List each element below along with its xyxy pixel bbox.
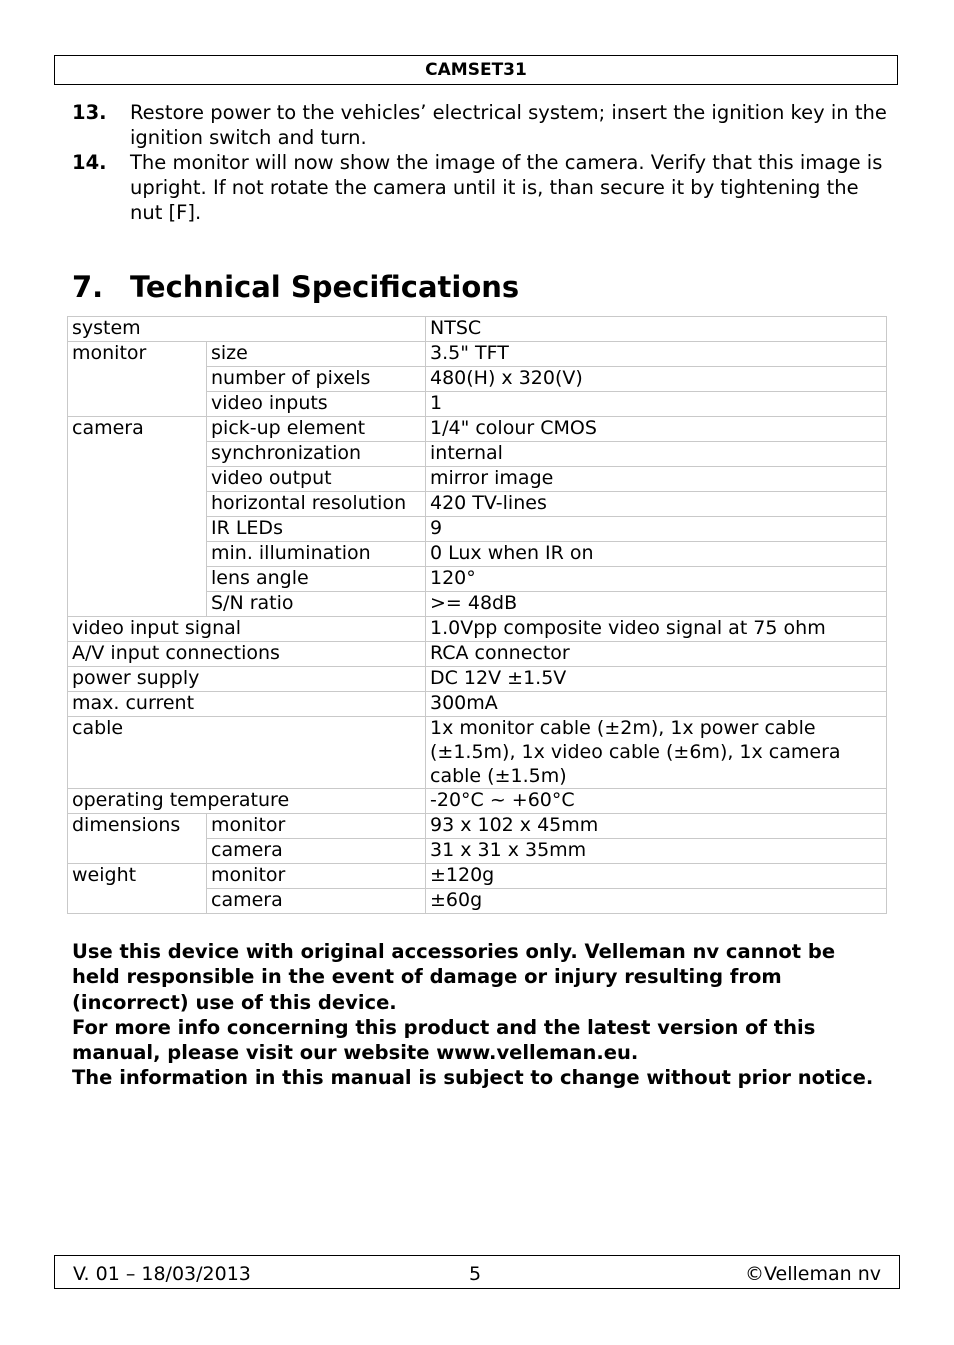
spec-label: S/N ratio bbox=[207, 592, 426, 617]
spec-label: video inputs bbox=[207, 392, 426, 417]
table-row bbox=[68, 789, 887, 814]
step-13 bbox=[72, 100, 892, 150]
table-row bbox=[68, 417, 887, 442]
notice-accessories: Use this device with original accessories only. Velleman nv cannot be held responsible in the event of damage or injury resulting from (incorrect) use of this device. bbox=[72, 940, 836, 1014]
section-heading bbox=[72, 270, 519, 304]
notice-subject-to-change: The information in this manual is subject to change without prior notice. bbox=[72, 1066, 874, 1090]
spec-value: RCA connector bbox=[426, 642, 887, 667]
spec-value: 0 Lux when IR on bbox=[426, 542, 887, 567]
section-title: Technical Specifications bbox=[130, 270, 520, 304]
document-header bbox=[54, 55, 898, 85]
spec-label: monitor bbox=[207, 814, 426, 839]
table-row bbox=[68, 864, 887, 889]
spec-group-label: monitor bbox=[68, 342, 207, 417]
spec-value: ±120g bbox=[426, 864, 887, 889]
spec-value: 480(H) x 320(V) bbox=[426, 367, 887, 392]
document-footer bbox=[54, 1255, 900, 1289]
spec-value: 1.0Vpp composite video signal at 75 ohm bbox=[426, 617, 887, 642]
step-14 bbox=[72, 150, 892, 225]
spec-label: video output bbox=[207, 467, 426, 492]
spec-label: max. current bbox=[68, 692, 426, 717]
spec-value: 93 x 102 x 45mm bbox=[426, 814, 887, 839]
spec-value: 3.5" TFT bbox=[426, 342, 887, 367]
step-number: 14. bbox=[72, 151, 107, 174]
spec-group-label: dimensions bbox=[68, 814, 207, 864]
spec-value: DC 12V ±1.5V bbox=[426, 667, 887, 692]
table-row bbox=[68, 642, 887, 667]
spec-label: system bbox=[68, 317, 426, 342]
spec-label: camera bbox=[207, 889, 426, 914]
section-number: 7. bbox=[72, 270, 104, 304]
spec-value: 420 TV-lines bbox=[426, 492, 887, 517]
table-row bbox=[68, 692, 887, 717]
table-row bbox=[68, 814, 887, 839]
spec-label: min. illumination bbox=[207, 542, 426, 567]
spec-value: >= 48dB bbox=[426, 592, 887, 617]
step-text: The monitor will now show the image of the camera. Verify that this image is upright. If not rotate the camera until it is, than secure it by tightening the nut [F]. bbox=[130, 151, 883, 224]
spec-label: IR LEDs bbox=[207, 517, 426, 542]
spec-value: 1x monitor cable (±2m), 1x power cable (±1.5m), 1x video cable (±6m), 1x camera cable (±1.5m) bbox=[426, 717, 887, 789]
spec-value: NTSC bbox=[426, 317, 887, 342]
specifications-table bbox=[67, 316, 887, 914]
spec-value: internal bbox=[426, 442, 887, 467]
table-row bbox=[68, 342, 887, 367]
spec-value: -20°C ~ +60°C bbox=[426, 789, 887, 814]
spec-label: horizontal resolution bbox=[207, 492, 426, 517]
step-text: Restore power to the vehicles’ electrical system; insert the ignition key in the ignition switch and turn. bbox=[130, 101, 887, 149]
spec-group-label: weight bbox=[68, 864, 207, 914]
spec-label: camera bbox=[207, 839, 426, 864]
spec-label: video input signal bbox=[68, 617, 426, 642]
spec-value: 9 bbox=[426, 517, 887, 542]
notice-block bbox=[72, 939, 882, 1091]
table-row bbox=[68, 317, 887, 342]
step-number: 13. bbox=[72, 101, 107, 124]
spec-group-label: camera bbox=[68, 417, 207, 617]
spec-value: 120° bbox=[426, 567, 887, 592]
spec-value: 300mA bbox=[426, 692, 887, 717]
spec-label: cable bbox=[68, 717, 426, 789]
table-row bbox=[68, 617, 887, 642]
header-title: CAMSET31 bbox=[425, 60, 527, 80]
spec-label: lens angle bbox=[207, 567, 426, 592]
spec-label: size bbox=[207, 342, 426, 367]
spec-value: mirror image bbox=[426, 467, 887, 492]
table-row bbox=[68, 717, 887, 789]
spec-label: monitor bbox=[207, 864, 426, 889]
spec-label: synchronization bbox=[207, 442, 426, 467]
spec-value: 31 x 31 x 35mm bbox=[426, 839, 887, 864]
spec-value: 1 bbox=[426, 392, 887, 417]
spec-label: operating temperature bbox=[68, 789, 426, 814]
footer-version: V. 01 – 18/03/2013 bbox=[73, 1263, 251, 1285]
spec-value: 1/4" colour CMOS bbox=[426, 417, 887, 442]
instruction-steps bbox=[72, 100, 892, 225]
spec-label: number of pixels bbox=[207, 367, 426, 392]
spec-label: pick-up element bbox=[207, 417, 426, 442]
footer-copyright: ©Velleman nv bbox=[745, 1263, 881, 1285]
footer-page-number: 5 bbox=[469, 1263, 482, 1285]
table-row bbox=[68, 667, 887, 692]
notice-more-info: For more info concerning this product and the latest version of this manual, please visit our website www.velleman.eu. bbox=[72, 1015, 816, 1065]
spec-value: ±60g bbox=[426, 889, 887, 914]
spec-label: A/V input connections bbox=[68, 642, 426, 667]
spec-label: power supply bbox=[68, 667, 426, 692]
